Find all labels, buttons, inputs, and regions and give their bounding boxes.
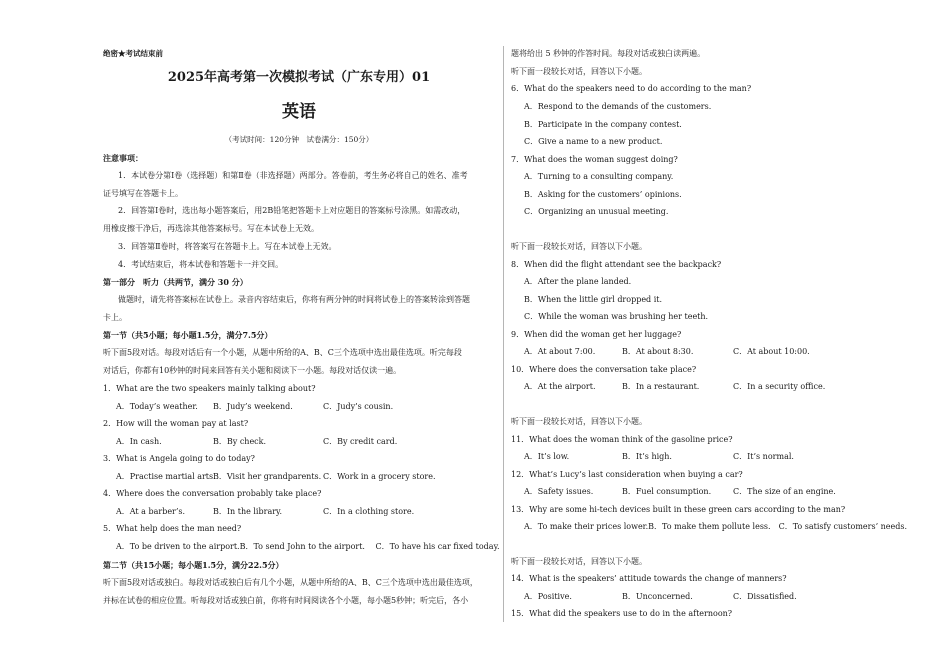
note-1-line-1: 1．本试卷分第Ⅰ卷（选择题）和第Ⅱ卷（非选择题）两部分。答卷前，考生务必将自己的姓名、准考 xyxy=(118,171,468,180)
question-12-option-a[interactable]: A．Safety issues. xyxy=(524,487,594,496)
question-4-stem: 4．Where does the conversation probably take place? xyxy=(103,489,322,498)
question-6-option-b[interactable]: B．Participate in the company contest. xyxy=(524,120,682,129)
question-14-stem: 14．What is the speakers’ attitude towards the change of manners? xyxy=(511,574,787,583)
question-1-option-c[interactable]: C．Judy’s cousin. xyxy=(323,402,394,411)
group-14-intro: 听下面一段较长对话，回答以下小题。 xyxy=(511,557,647,566)
question-6-stem: 6．What do the speakers need to do according to the man? xyxy=(511,84,752,93)
note-2-line-2: 用橡皮擦干净后，再选涂其他答案标号。写在本试卷上无效。 xyxy=(103,224,319,233)
question-2-option-c[interactable]: C．By credit card. xyxy=(323,437,398,446)
question-11-option-a[interactable]: A．It’s low. xyxy=(524,452,570,461)
question-10-option-b[interactable]: B．In a restaurant. xyxy=(622,382,700,391)
question-4-option-c[interactable]: C．In a clothing store. xyxy=(323,507,415,516)
exam-title: 2025年高考第一次模拟考试（广东专用）01 xyxy=(167,70,431,85)
question-3-option-a[interactable]: A．Practise martial arts. xyxy=(116,472,216,481)
question-2-stem: 2．How will the woman pay at last? xyxy=(103,419,249,428)
group-8-intro: 听下面一段较长对话，回答以下小题。 xyxy=(511,242,647,251)
subject-title: 英语 xyxy=(282,102,316,122)
question-4-option-a[interactable]: A．At a barber’s. xyxy=(116,507,186,516)
question-7-option-a[interactable]: A．Turning to a consulting company. xyxy=(524,172,674,181)
question-8-option-b[interactable]: B．When the little girl dropped it. xyxy=(524,295,663,304)
note-2-line-1: 2．回答第Ⅰ卷时，选出每小题答案后，用2B铅笔把答题卡上对应题目的答案标号涂黑。如需改动， xyxy=(118,206,466,215)
question-11-stem: 11．What does the woman think of the gasoline price? xyxy=(511,435,733,444)
question-8-option-c[interactable]: C．While the woman was brushing her teeth. xyxy=(524,312,709,321)
question-3-option-b[interactable]: B．Visit her grandparents. xyxy=(213,472,322,481)
question-12-stem: 12．What’s Lucy’s last consideration when buying a car? xyxy=(511,470,743,479)
section2-instruction-continued: 题将给出 5 秒钟的作答时间。每段对话或独白读两遍。 xyxy=(511,49,706,58)
part1-instruction-line-2: 卡上。 xyxy=(103,313,127,322)
question-12-option-c[interactable]: C．The size of an engine. xyxy=(733,487,836,496)
question-2-option-b[interactable]: B．By check. xyxy=(213,437,267,446)
question-13-stem: 13．Why are some hi-tech devices built in these green cars according to the man? xyxy=(511,505,846,514)
question-10-option-c[interactable]: C．In a security office. xyxy=(733,382,826,391)
question-14-option-b[interactable]: B．Unconcerned. xyxy=(622,592,693,601)
question-1-stem: 1．What are the two speakers mainly talking about? xyxy=(103,384,316,393)
question-1-option-a[interactable]: A．Today’s weather. xyxy=(116,402,198,411)
part1-heading: 第一部分 听力（共两节，满分 30 分） xyxy=(103,277,248,287)
question-10-stem: 10．Where does the conversation take place? xyxy=(511,365,697,374)
question-9-stem: 9．When did the woman get her luggage? xyxy=(511,330,682,339)
section1-heading: 第一节（共5小题；每小题1.5分，满分7.5分） xyxy=(103,330,273,340)
section2-instruction-line-2: 并标在试卷的相应位置。听每段对话或独白前，你将有时间阅读各个小题，每小题5秒钟；听完后，各小 xyxy=(103,596,469,605)
note-3: 3．回答第Ⅱ卷时，将答案写在答题卡上。写在本试卷上无效。 xyxy=(118,242,337,251)
question-15-stem: 15．What did the speakers use to do in the afternoon? xyxy=(511,609,733,618)
question-14-option-a[interactable]: A．Positive. xyxy=(524,592,572,601)
question-6-option-c[interactable]: C．Give a name to a new product. xyxy=(524,137,663,146)
question-9-option-a[interactable]: A．At about 7:00. xyxy=(524,347,596,356)
question-6-option-a[interactable]: A．Respond to the demands of the customers. xyxy=(524,102,712,111)
question-14-option-c[interactable]: C．Dissatisfied. xyxy=(733,592,797,601)
question-7-option-b[interactable]: B．Asking for the customers’ opinions. xyxy=(524,190,682,199)
question-11-option-c[interactable]: C．It’s normal. xyxy=(733,452,794,461)
question-11-option-b[interactable]: B．It’s high. xyxy=(622,452,672,461)
part1-instruction-line-1: 做题时，请先将答案标在试卷上。录音内容结束后，你将有两分钟的时间将试卷上的答案转涂到答题 xyxy=(118,295,470,304)
question-13-options[interactable]: A．To make their prices lower.B．To make them pollute less. C．To satisfy customers’ needs. xyxy=(524,522,908,531)
question-9-option-b[interactable]: B．At about 8:30. xyxy=(622,347,694,356)
note-4: 4．考试结束后，将本试卷和答题卡一并交回。 xyxy=(118,260,284,269)
exam-meta: （考试时间：120分钟 试卷满分：150分） xyxy=(224,135,374,144)
question-8-stem: 8．When did the flight attendant see the backpack? xyxy=(511,260,722,269)
question-7-stem: 7．What does the woman suggest doing? xyxy=(511,155,678,164)
section2-heading: 第二节（共15小题；每小题1.5分，满分22.5分） xyxy=(103,560,284,570)
secret-label: 绝密★考试结束前 xyxy=(103,49,163,58)
question-7-option-c[interactable]: C．Organizing an unusual meeting. xyxy=(524,207,669,216)
section1-instruction-line-1: 听下面5段对话。每段对话后有一个小题，从题中所给的A、B、C三个选项中选出最佳选项。听完每段 xyxy=(103,348,462,357)
group-11-intro: 听下面一段较长对话，回答以下小题。 xyxy=(511,417,647,426)
note-1-line-2: 证号填写在答题卡上。 xyxy=(103,189,183,198)
question-4-option-b[interactable]: B．In the library. xyxy=(213,507,283,516)
section1-instruction-line-2: 对话后，你都有10秒钟的时间来回答有关小题和阅读下一小题。每段对话仅读一遍。 xyxy=(103,366,402,375)
question-5-options[interactable]: A．To be driven to the airport.B．To send John to the airport. C．To have his car fixed today. xyxy=(116,542,500,551)
question-3-option-c[interactable]: C．Work in a grocery store. xyxy=(323,472,436,481)
question-12-option-b[interactable]: B．Fuel consumption. xyxy=(622,487,712,496)
question-5-stem: 5．What help does the man need? xyxy=(103,524,242,533)
question-3-stem: 3．What is Angela going to do today? xyxy=(103,454,255,463)
group-6-intro: 听下面一段较长对话，回答以下小题。 xyxy=(511,67,647,76)
question-9-option-c[interactable]: C．At about 10:00. xyxy=(733,347,810,356)
question-2-option-a[interactable]: A．In cash. xyxy=(116,437,162,446)
question-10-option-a[interactable]: A．At the airport. xyxy=(524,382,596,391)
column-divider xyxy=(503,46,504,622)
question-1-option-b[interactable]: B．Judy’s weekend. xyxy=(213,402,293,411)
section2-instruction-line-1: 听下面5段对话或独白。每段对话或独白后有几个小题，从题中所给的A、B、C三个选项中选出最佳选项， xyxy=(103,578,478,587)
question-8-option-a[interactable]: A．After the plane landed. xyxy=(524,277,632,286)
notes-heading: 注意事项： xyxy=(103,153,143,163)
